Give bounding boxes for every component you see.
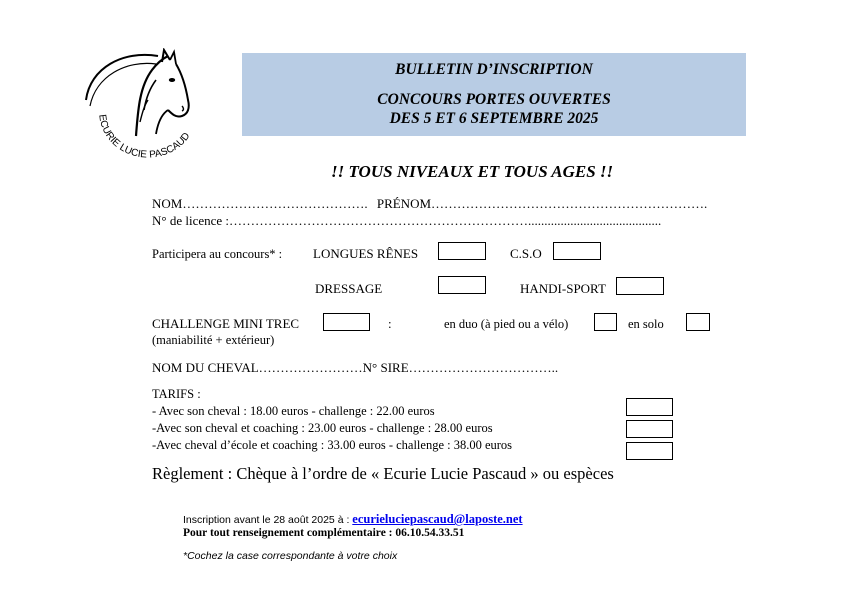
- horse-head-icon: [78, 48, 208, 160]
- header-event: CONCOURS PORTES OUVERTES: [377, 91, 611, 108]
- tarif-2: -Avec son cheval et coaching : 23.00 euros - challenge : 28.00 euros: [152, 421, 493, 435]
- licence-field[interactable]: N° de licence :…………………………………………………………….........................................: [152, 213, 662, 228]
- header-box: [242, 53, 746, 136]
- nom-label: NOM…………………………………….: [152, 196, 371, 211]
- renseignement-line: Pour tout renseignement complémentaire : 06.10.54.33.51: [183, 527, 465, 539]
- longues-renes-label: LONGUES RÊNES: [313, 246, 419, 261]
- nom-field[interactable]: [152, 196, 707, 212]
- header-title: BULLETIN D’INSCRIPTION: [395, 61, 593, 78]
- inscription-label: Inscription avant le 28 août 2025 à :: [183, 514, 353, 526]
- svg-text:ECURIE LUCIE PASCAUD: [96, 114, 192, 160]
- duo-label: en duo (à pied ou a vélo): [444, 317, 569, 331]
- email-link[interactable]: ecurieluciepascaud@laposte.net: [352, 512, 523, 526]
- footnote: *Cochez la case correspondante à votre choix: [183, 550, 398, 562]
- slogan: !! TOUS NIVEAUX ET TOUS AGES !!: [331, 162, 614, 181]
- prenom-label: PRÉNOM……………………………………………………….: [376, 196, 708, 211]
- handi-sport-label: HANDI-SPORT: [520, 281, 606, 296]
- logo-arc-text: ECURIE LUCIE PASCAUD: [96, 113, 193, 160]
- challenge-label: CHALLENGE MINI TREC: [152, 316, 300, 331]
- cheval-field[interactable]: NOM DU CHEVAL……………………N° SIRE……………………………..: [152, 360, 559, 375]
- inscription-line: [183, 510, 523, 528]
- challenge-colon: :: [388, 316, 392, 331]
- solo-checkbox[interactable]: [686, 313, 710, 331]
- duo-checkbox[interactable]: [594, 313, 617, 331]
- header-dates: DES 5 ET 6 SEPTEMBRE 2025: [389, 110, 599, 127]
- tarifs-title: TARIFS :: [152, 387, 201, 401]
- cso-label: C.S.O: [510, 246, 542, 261]
- tarif-1: - Avec son cheval : 18.00 euros - challenge : 22.00 euros: [152, 404, 435, 418]
- cso-checkbox[interactable]: [553, 242, 601, 260]
- dressage-checkbox[interactable]: [438, 276, 486, 294]
- logo: [78, 48, 208, 160]
- longues-renes-checkbox[interactable]: [438, 242, 486, 260]
- challenge-checkbox[interactable]: [323, 313, 370, 331]
- solo-label: en solo: [628, 317, 664, 331]
- reglement: Règlement : Chèque à l’ordre de « Ecurie Lucie Pascaud » ou espèces: [152, 464, 614, 483]
- tarif-3: -Avec cheval d’école et coaching : 33.00 euros - challenge : 38.00 euros: [152, 438, 513, 452]
- challenge-note: (maniabilité + extérieur): [152, 333, 275, 347]
- tarif-3-checkbox[interactable]: [626, 442, 673, 460]
- tarif-1-checkbox[interactable]: [626, 398, 673, 416]
- tarif-2-checkbox[interactable]: [626, 420, 673, 438]
- participera-label: Participera au concours* :: [152, 247, 283, 261]
- handi-sport-checkbox[interactable]: [616, 277, 664, 295]
- dressage-label: DRESSAGE: [315, 281, 383, 296]
